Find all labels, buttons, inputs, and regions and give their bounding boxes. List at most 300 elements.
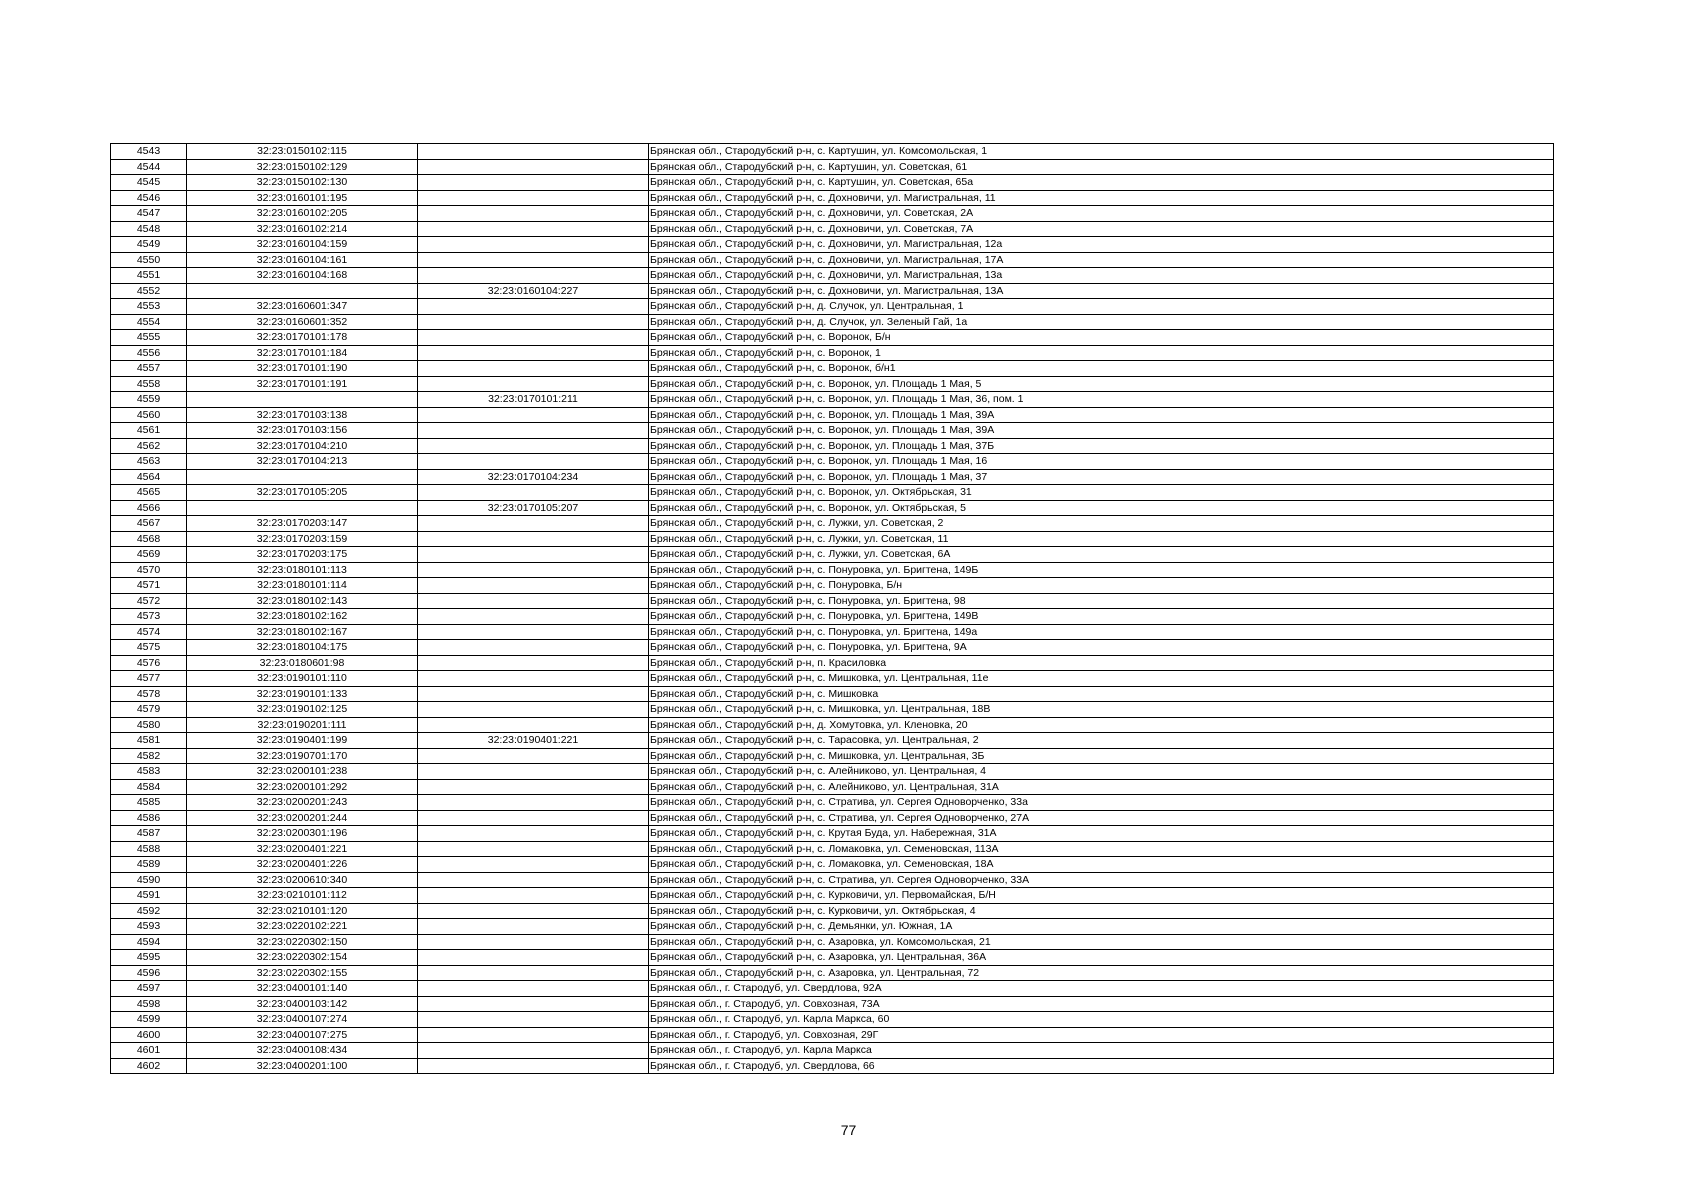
parent-cadastral-number-cell bbox=[418, 175, 649, 191]
address-cell: Брянская обл., Стародубский р-н, с. Воронок, ул. Октябрьская, 31 bbox=[649, 485, 1554, 501]
table-row bbox=[111, 965, 1554, 981]
address-cell: Брянская обл., Стародубский р-н, с. Воронок, 1 bbox=[649, 345, 1554, 361]
table-row bbox=[111, 159, 1554, 175]
address-cell: Брянская обл., г. Стародуб, ул. Карла Маркса bbox=[649, 1043, 1554, 1059]
address-cell: Брянская обл., Стародубский р-н, с. Мишковка, ул. Центральная, 11е bbox=[649, 671, 1554, 687]
table-row bbox=[111, 872, 1554, 888]
cadastral-number-cell: 32:23:0150102:115 bbox=[187, 144, 418, 160]
cadastral-number-cell: 32:23:0200301:196 bbox=[187, 826, 418, 842]
parent-cadastral-number-cell bbox=[418, 578, 649, 594]
row-number-cell: 4548 bbox=[111, 221, 187, 237]
row-number-cell: 4582 bbox=[111, 748, 187, 764]
address-cell: Брянская обл., Стародубский р-н, с. Стратива, ул. Сергея Одноворченко, 33а bbox=[649, 795, 1554, 811]
table-row bbox=[111, 361, 1554, 377]
parent-cadastral-number-cell bbox=[418, 330, 649, 346]
address-cell: Брянская обл., Стародубский р-н, с. Дохновичи, ул. Магистральная, 13а bbox=[649, 268, 1554, 284]
row-number-cell: 4586 bbox=[111, 810, 187, 826]
row-number-cell: 4592 bbox=[111, 903, 187, 919]
address-cell: Брянская обл., Стародубский р-н, с. Ломаковка, ул. Семеновская, 18А bbox=[649, 857, 1554, 873]
table-row bbox=[111, 268, 1554, 284]
table-row bbox=[111, 981, 1554, 997]
parent-cadastral-number-cell bbox=[418, 903, 649, 919]
parent-cadastral-number-cell bbox=[418, 950, 649, 966]
parent-cadastral-number-cell bbox=[418, 640, 649, 656]
table-row bbox=[111, 237, 1554, 253]
row-number-cell: 4553 bbox=[111, 299, 187, 315]
parent-cadastral-number-cell bbox=[418, 810, 649, 826]
cadastral-number-cell: 32:23:0180101:113 bbox=[187, 562, 418, 578]
address-cell: Брянская обл., Стародубский р-н, с. Дохновичи, ул. Советская, 7А bbox=[649, 221, 1554, 237]
row-number-cell: 4587 bbox=[111, 826, 187, 842]
address-cell: Брянская обл., Стародубский р-н, с. Мишковка, ул. Центральная, 3Б bbox=[649, 748, 1554, 764]
cadastral-number-cell: 32:23:0210101:120 bbox=[187, 903, 418, 919]
table-row bbox=[111, 221, 1554, 237]
row-number-cell: 4572 bbox=[111, 593, 187, 609]
parent-cadastral-number-cell bbox=[418, 857, 649, 873]
table-row bbox=[111, 345, 1554, 361]
parent-cadastral-number-cell bbox=[418, 345, 649, 361]
row-number-cell: 4556 bbox=[111, 345, 187, 361]
cadastral-number-cell: 32:23:0190102:125 bbox=[187, 702, 418, 718]
address-cell: Брянская обл., Стародубский р-н, с. Воронок, Б/н bbox=[649, 330, 1554, 346]
table-row bbox=[111, 407, 1554, 423]
cadastral-number-cell: 32:23:0200201:243 bbox=[187, 795, 418, 811]
parent-cadastral-number-cell bbox=[418, 485, 649, 501]
parent-cadastral-number-cell bbox=[418, 206, 649, 222]
table-row bbox=[111, 485, 1554, 501]
address-cell: Брянская обл., Стародубский р-н, с. Воронок, ул. Площадь 1 Мая, 16 bbox=[649, 454, 1554, 470]
cadastral-number-cell: 32:23:0200610:340 bbox=[187, 872, 418, 888]
table-row bbox=[111, 376, 1554, 392]
row-number-cell: 4576 bbox=[111, 655, 187, 671]
cadastral-number-cell: 32:23:0170103:138 bbox=[187, 407, 418, 423]
parent-cadastral-number-cell bbox=[418, 531, 649, 547]
table-row bbox=[111, 1058, 1554, 1074]
address-cell: Брянская обл., Стародубский р-н, с. Картушин, ул. Советская, 61 bbox=[649, 159, 1554, 175]
table-row bbox=[111, 640, 1554, 656]
cadastral-number-cell: 32:23:0160102:205 bbox=[187, 206, 418, 222]
parent-cadastral-number-cell bbox=[418, 237, 649, 253]
address-cell: Брянская обл., Стародубский р-н, с. Дохновичи, ул. Магистральная, 11 bbox=[649, 190, 1554, 206]
row-number-cell: 4571 bbox=[111, 578, 187, 594]
cadastral-number-cell: 32:23:0400103:142 bbox=[187, 996, 418, 1012]
address-cell: Брянская обл., г. Стародуб, ул. Совхозная, 29Г bbox=[649, 1027, 1554, 1043]
cadastral-number-cell: 32:23:0180601:98 bbox=[187, 655, 418, 671]
table-row bbox=[111, 593, 1554, 609]
table-row bbox=[111, 252, 1554, 268]
row-number-cell: 4581 bbox=[111, 733, 187, 749]
cadastral-number-cell: 32:23:0170101:184 bbox=[187, 345, 418, 361]
cadastral-number-cell: 32:23:0400108:434 bbox=[187, 1043, 418, 1059]
table-row bbox=[111, 454, 1554, 470]
table-row bbox=[111, 686, 1554, 702]
parent-cadastral-number-cell bbox=[418, 872, 649, 888]
cadastral-number-cell: 32:23:0170203:147 bbox=[187, 516, 418, 532]
address-cell: Брянская обл., Стародубский р-н, с. Дохновичи, ул. Магистральная, 13А bbox=[649, 283, 1554, 299]
parent-cadastral-number-cell bbox=[418, 516, 649, 532]
table-row bbox=[111, 516, 1554, 532]
table-row bbox=[111, 934, 1554, 950]
parent-cadastral-number-cell bbox=[418, 562, 649, 578]
row-number-cell: 4589 bbox=[111, 857, 187, 873]
address-cell: Брянская обл., Стародубский р-н, с. Воронок, ул. Площадь 1 Мая, 36, пом. 1 bbox=[649, 392, 1554, 408]
row-number-cell: 4590 bbox=[111, 872, 187, 888]
parent-cadastral-number-cell bbox=[418, 717, 649, 733]
parent-cadastral-number-cell bbox=[418, 1012, 649, 1028]
cadastral-number-cell: 32:23:0170104:210 bbox=[187, 438, 418, 454]
row-number-cell: 4597 bbox=[111, 981, 187, 997]
address-cell: Брянская обл., Стародубский р-н, с. Стратива, ул. Сергея Одноворченко, 27А bbox=[649, 810, 1554, 826]
table-row bbox=[111, 500, 1554, 516]
parent-cadastral-number-cell bbox=[418, 314, 649, 330]
parent-cadastral-number-cell bbox=[418, 702, 649, 718]
table-row bbox=[111, 996, 1554, 1012]
row-number-cell: 4545 bbox=[111, 175, 187, 191]
table-row bbox=[111, 671, 1554, 687]
row-number-cell: 4595 bbox=[111, 950, 187, 966]
cadastral-number-cell: 32:23:0210101:112 bbox=[187, 888, 418, 904]
cadastral-number-cell: 32:23:0160102:214 bbox=[187, 221, 418, 237]
cadastral-number-cell: 32:23:0400201:100 bbox=[187, 1058, 418, 1074]
cadastral-number-cell: 32:23:0190101:133 bbox=[187, 686, 418, 702]
parent-cadastral-number-cell bbox=[418, 671, 649, 687]
cadastral-number-cell: 32:23:0200101:238 bbox=[187, 764, 418, 780]
row-number-cell: 4546 bbox=[111, 190, 187, 206]
address-cell: Брянская обл., Стародубский р-н, с. Воронок, ул. Площадь 1 Мая, 37 bbox=[649, 469, 1554, 485]
row-number-cell: 4544 bbox=[111, 159, 187, 175]
table-row bbox=[111, 562, 1554, 578]
address-cell: Брянская обл., Стародубский р-н, с. Алейниково, ул. Центральная, 4 bbox=[649, 764, 1554, 780]
table-row bbox=[111, 795, 1554, 811]
row-number-cell: 4580 bbox=[111, 717, 187, 733]
table-row bbox=[111, 190, 1554, 206]
address-cell: Брянская обл., Стародубский р-н, п. Красиловка bbox=[649, 655, 1554, 671]
table-row bbox=[111, 810, 1554, 826]
row-number-cell: 4569 bbox=[111, 547, 187, 563]
cadastral-number-cell: 32:23:0200401:226 bbox=[187, 857, 418, 873]
parent-cadastral-number-cell: 32:23:0190401:221 bbox=[418, 733, 649, 749]
row-number-cell: 4594 bbox=[111, 934, 187, 950]
cadastral-number-cell: 32:23:0180101:114 bbox=[187, 578, 418, 594]
row-number-cell: 4575 bbox=[111, 640, 187, 656]
parent-cadastral-number-cell: 32:23:0170101:211 bbox=[418, 392, 649, 408]
table-row bbox=[111, 857, 1554, 873]
row-number-cell: 4602 bbox=[111, 1058, 187, 1074]
table-row bbox=[111, 748, 1554, 764]
address-cell: Брянская обл., Стародубский р-н, с. Демьянки, ул. Южная, 1А bbox=[649, 919, 1554, 935]
row-number-cell: 4565 bbox=[111, 485, 187, 501]
table-row bbox=[111, 547, 1554, 563]
table-row bbox=[111, 841, 1554, 857]
parent-cadastral-number-cell bbox=[418, 655, 649, 671]
cadastral-number-cell: 32:23:0160601:352 bbox=[187, 314, 418, 330]
address-cell: Брянская обл., Стародубский р-н, с. Воронок, ул. Площадь 1 Мая, 5 bbox=[649, 376, 1554, 392]
address-cell: Брянская обл., Стародубский р-н, с. Ломаковка, ул. Семеновская, 113А bbox=[649, 841, 1554, 857]
cadastral-number-cell: 32:23:0160104:161 bbox=[187, 252, 418, 268]
table-row bbox=[111, 392, 1554, 408]
cadastral-number-cell bbox=[187, 469, 418, 485]
cadastral-number-cell: 32:23:0200201:244 bbox=[187, 810, 418, 826]
address-cell: Брянская обл., Стародубский р-н, с. Понуровка, ул. Бригтена, 9А bbox=[649, 640, 1554, 656]
parent-cadastral-number-cell bbox=[418, 795, 649, 811]
address-cell: Брянская обл., Стародубский р-н, с. Курковичи, ул. Первомайская, Б/Н bbox=[649, 888, 1554, 904]
address-cell: Брянская обл., Стародубский р-н, с. Понуровка, ул. Бригтена, 149а bbox=[649, 624, 1554, 640]
table-row bbox=[111, 144, 1554, 160]
parent-cadastral-number-cell bbox=[418, 919, 649, 935]
row-number-cell: 4550 bbox=[111, 252, 187, 268]
parent-cadastral-number-cell bbox=[418, 221, 649, 237]
row-number-cell: 4566 bbox=[111, 500, 187, 516]
cadastral-number-cell: 32:23:0150102:129 bbox=[187, 159, 418, 175]
parent-cadastral-number-cell bbox=[418, 423, 649, 439]
parent-cadastral-number-cell bbox=[418, 454, 649, 470]
table-row bbox=[111, 779, 1554, 795]
parent-cadastral-number-cell: 32:23:0170104:234 bbox=[418, 469, 649, 485]
table-row bbox=[111, 423, 1554, 439]
table-row bbox=[111, 299, 1554, 315]
row-number-cell: 4596 bbox=[111, 965, 187, 981]
cadastral-number-cell: 32:23:0180102:143 bbox=[187, 593, 418, 609]
address-cell: Брянская обл., Стародубский р-н, д. Случок, ул. Зеленый Гай, 1а bbox=[649, 314, 1554, 330]
row-number-cell: 4564 bbox=[111, 469, 187, 485]
parent-cadastral-number-cell bbox=[418, 299, 649, 315]
cadastral-number-cell: 32:23:0190201:111 bbox=[187, 717, 418, 733]
address-cell: Брянская обл., Стародубский р-н, с. Курковичи, ул. Октябрьская, 4 bbox=[649, 903, 1554, 919]
table-row bbox=[111, 206, 1554, 222]
cadastral-number-cell: 32:23:0180102:162 bbox=[187, 609, 418, 625]
address-cell: Брянская обл., Стародубский р-н, с. Воронок, ул. Площадь 1 Мая, 39А bbox=[649, 407, 1554, 423]
cadastral-number-cell bbox=[187, 283, 418, 299]
row-number-cell: 4570 bbox=[111, 562, 187, 578]
parent-cadastral-number-cell bbox=[418, 593, 649, 609]
parent-cadastral-number-cell bbox=[418, 965, 649, 981]
address-cell: Брянская обл., Стародубский р-н, с. Мишковка bbox=[649, 686, 1554, 702]
cadastral-number-cell: 32:23:0170101:178 bbox=[187, 330, 418, 346]
parent-cadastral-number-cell: 32:23:0170105:207 bbox=[418, 500, 649, 516]
row-number-cell: 4600 bbox=[111, 1027, 187, 1043]
cadastral-number-cell: 32:23:0170105:205 bbox=[187, 485, 418, 501]
parent-cadastral-number-cell bbox=[418, 686, 649, 702]
row-number-cell: 4560 bbox=[111, 407, 187, 423]
parent-cadastral-number-cell bbox=[418, 934, 649, 950]
cadastral-number-cell: 32:23:0220302:154 bbox=[187, 950, 418, 966]
row-number-cell: 4584 bbox=[111, 779, 187, 795]
parent-cadastral-number-cell bbox=[418, 981, 649, 997]
address-cell: Брянская обл., Стародубский р-н, с. Дохновичи, ул. Советская, 2А bbox=[649, 206, 1554, 222]
cadastral-number-cell: 32:23:0170103:156 bbox=[187, 423, 418, 439]
table-row bbox=[111, 919, 1554, 935]
parent-cadastral-number-cell bbox=[418, 1043, 649, 1059]
table-row bbox=[111, 578, 1554, 594]
row-number-cell: 4557 bbox=[111, 361, 187, 377]
address-cell: Брянская обл., Стародубский р-н, с. Воронок, б/н1 bbox=[649, 361, 1554, 377]
parent-cadastral-number-cell bbox=[418, 268, 649, 284]
row-number-cell: 4559 bbox=[111, 392, 187, 408]
address-cell: Брянская обл., Стародубский р-н, с. Понуровка, ул. Бригтена, 149В bbox=[649, 609, 1554, 625]
address-cell: Брянская обл., г. Стародуб, ул. Совхозная, 73А bbox=[649, 996, 1554, 1012]
cadastral-number-cell: 32:23:0170101:191 bbox=[187, 376, 418, 392]
cadastral-number-cell: 32:23:0200101:292 bbox=[187, 779, 418, 795]
address-cell: Брянская обл., Стародубский р-н, с. Тарасовка, ул. Центральная, 2 bbox=[649, 733, 1554, 749]
parent-cadastral-number-cell bbox=[418, 407, 649, 423]
parent-cadastral-number-cell bbox=[418, 547, 649, 563]
table-row bbox=[111, 438, 1554, 454]
cadastral-number-cell: 32:23:0160104:159 bbox=[187, 237, 418, 253]
cadastral-number-cell: 32:23:0400107:275 bbox=[187, 1027, 418, 1043]
table-row bbox=[111, 950, 1554, 966]
cadastral-number-cell: 32:23:0160601:347 bbox=[187, 299, 418, 315]
cadastral-number-cell: 32:23:0400107:274 bbox=[187, 1012, 418, 1028]
cadastral-number-cell bbox=[187, 392, 418, 408]
table-row bbox=[111, 764, 1554, 780]
parent-cadastral-number-cell bbox=[418, 748, 649, 764]
parent-cadastral-number-cell bbox=[418, 144, 649, 160]
parent-cadastral-number-cell bbox=[418, 996, 649, 1012]
parent-cadastral-number-cell bbox=[418, 1027, 649, 1043]
row-number-cell: 4593 bbox=[111, 919, 187, 935]
cadastral-number-cell bbox=[187, 500, 418, 516]
row-number-cell: 4558 bbox=[111, 376, 187, 392]
parent-cadastral-number-cell: 32:23:0160104:227 bbox=[418, 283, 649, 299]
row-number-cell: 4577 bbox=[111, 671, 187, 687]
address-cell: Брянская обл., г. Стародуб, ул. Свердлова, 66 bbox=[649, 1058, 1554, 1074]
table-row bbox=[111, 903, 1554, 919]
cadastral-number-cell: 32:23:0220102:221 bbox=[187, 919, 418, 935]
address-cell: Брянская обл., Стародубский р-н, с. Азаровка, ул. Центральная, 72 bbox=[649, 965, 1554, 981]
cadastral-number-cell: 32:23:0160101:195 bbox=[187, 190, 418, 206]
table-row bbox=[111, 609, 1554, 625]
table-row bbox=[111, 717, 1554, 733]
cadastral-number-cell: 32:23:0170203:175 bbox=[187, 547, 418, 563]
registry-table bbox=[110, 143, 1554, 1074]
table-row bbox=[111, 1012, 1554, 1028]
cadastral-number-cell: 32:23:0170104:213 bbox=[187, 454, 418, 470]
row-number-cell: 4578 bbox=[111, 686, 187, 702]
table-row bbox=[111, 330, 1554, 346]
cadastral-number-cell: 32:23:0200401:221 bbox=[187, 841, 418, 857]
row-number-cell: 4549 bbox=[111, 237, 187, 253]
row-number-cell: 4574 bbox=[111, 624, 187, 640]
parent-cadastral-number-cell bbox=[418, 190, 649, 206]
parent-cadastral-number-cell bbox=[418, 438, 649, 454]
registry-table-body bbox=[111, 144, 1554, 1074]
address-cell: Брянская обл., Стародубский р-н, с. Понуровка, ул. Бригтена, 149Б bbox=[649, 562, 1554, 578]
row-number-cell: 4588 bbox=[111, 841, 187, 857]
address-cell: Брянская обл., Стародубский р-н, с. Азаровка, ул. Центральная, 36А bbox=[649, 950, 1554, 966]
row-number-cell: 4573 bbox=[111, 609, 187, 625]
row-number-cell: 4599 bbox=[111, 1012, 187, 1028]
parent-cadastral-number-cell bbox=[418, 764, 649, 780]
table-row bbox=[111, 1027, 1554, 1043]
table-row bbox=[111, 702, 1554, 718]
cadastral-number-cell: 32:23:0190701:170 bbox=[187, 748, 418, 764]
address-cell: Брянская обл., Стародубский р-н, с. Азаровка, ул. Комсомольская, 21 bbox=[649, 934, 1554, 950]
cadastral-number-cell: 32:23:0170101:190 bbox=[187, 361, 418, 377]
row-number-cell: 4554 bbox=[111, 314, 187, 330]
row-number-cell: 4551 bbox=[111, 268, 187, 284]
address-cell: Брянская обл., Стародубский р-н, д. Случок, ул. Центральная, 1 bbox=[649, 299, 1554, 315]
table-row bbox=[111, 314, 1554, 330]
table-row bbox=[111, 1043, 1554, 1059]
address-cell: Брянская обл., Стародубский р-н, с. Дохновичи, ул. Магистральная, 17А bbox=[649, 252, 1554, 268]
address-cell: Брянская обл., Стародубский р-н, с. Лужки, ул. Советская, 6А bbox=[649, 547, 1554, 563]
address-cell: Брянская обл., Стародубский р-н, с. Понуровка, Б/н bbox=[649, 578, 1554, 594]
row-number-cell: 4583 bbox=[111, 764, 187, 780]
cadastral-number-cell: 32:23:0190101:110 bbox=[187, 671, 418, 687]
cadastral-number-cell: 32:23:0180102:167 bbox=[187, 624, 418, 640]
table-row bbox=[111, 888, 1554, 904]
table-row bbox=[111, 733, 1554, 749]
address-cell: Брянская обл., Стародубский р-н, с. Воронок, ул. Площадь 1 Мая, 37Б bbox=[649, 438, 1554, 454]
row-number-cell: 4567 bbox=[111, 516, 187, 532]
cadastral-number-cell: 32:23:0190401:199 bbox=[187, 733, 418, 749]
parent-cadastral-number-cell bbox=[418, 624, 649, 640]
row-number-cell: 4561 bbox=[111, 423, 187, 439]
cadastral-number-cell: 32:23:0170203:159 bbox=[187, 531, 418, 547]
address-cell: Брянская обл., Стародубский р-н, с. Воронок, ул. Площадь 1 Мая, 39А bbox=[649, 423, 1554, 439]
cadastral-number-cell: 32:23:0400101:140 bbox=[187, 981, 418, 997]
address-cell: Брянская обл., г. Стародуб, ул. Карла Маркса, 60 bbox=[649, 1012, 1554, 1028]
row-number-cell: 4562 bbox=[111, 438, 187, 454]
parent-cadastral-number-cell bbox=[418, 361, 649, 377]
parent-cadastral-number-cell bbox=[418, 779, 649, 795]
page-number: 77 bbox=[840, 1122, 857, 1138]
address-cell: Брянская обл., Стародубский р-н, с. Картушин, ул. Советская, 65а bbox=[649, 175, 1554, 191]
row-number-cell: 4591 bbox=[111, 888, 187, 904]
row-number-cell: 4563 bbox=[111, 454, 187, 470]
row-number-cell: 4555 bbox=[111, 330, 187, 346]
table-row bbox=[111, 655, 1554, 671]
table-row bbox=[111, 826, 1554, 842]
row-number-cell: 4579 bbox=[111, 702, 187, 718]
address-cell: Брянская обл., Стародубский р-н, д. Хомутовка, ул. Кленовка, 20 bbox=[649, 717, 1554, 733]
address-cell: Брянская обл., Стародубский р-н, с. Алейниково, ул. Центральная, 31А bbox=[649, 779, 1554, 795]
address-cell: Брянская обл., Стародубский р-н, с. Понуровка, ул. Бригтена, 98 bbox=[649, 593, 1554, 609]
address-cell: Брянская обл., Стародубский р-н, с. Стратива, ул. Сергея Одноворченко, 33А bbox=[649, 872, 1554, 888]
cadastral-number-cell: 32:23:0150102:130 bbox=[187, 175, 418, 191]
parent-cadastral-number-cell bbox=[418, 159, 649, 175]
parent-cadastral-number-cell bbox=[418, 609, 649, 625]
parent-cadastral-number-cell bbox=[418, 376, 649, 392]
parent-cadastral-number-cell bbox=[418, 1058, 649, 1074]
cadastral-number-cell: 32:23:0220302:155 bbox=[187, 965, 418, 981]
row-number-cell: 4601 bbox=[111, 1043, 187, 1059]
row-number-cell: 4598 bbox=[111, 996, 187, 1012]
row-number-cell: 4585 bbox=[111, 795, 187, 811]
address-cell: Брянская обл., Стародубский р-н, с. Лужки, ул. Советская, 11 bbox=[649, 531, 1554, 547]
cadastral-number-cell: 32:23:0160104:168 bbox=[187, 268, 418, 284]
parent-cadastral-number-cell bbox=[418, 841, 649, 857]
address-cell: Брянская обл., Стародубский р-н, с. Крутая Буда, ул. Набережная, 31А bbox=[649, 826, 1554, 842]
address-cell: Брянская обл., Стародубский р-н, с. Лужки, ул. Советская, 2 bbox=[649, 516, 1554, 532]
address-cell: Брянская обл., Стародубский р-н, с. Картушин, ул. Комсомольская, 1 bbox=[649, 144, 1554, 160]
address-cell: Брянская обл., Стародубский р-н, с. Воронок, ул. Октябрьская, 5 bbox=[649, 500, 1554, 516]
table-row bbox=[111, 175, 1554, 191]
table-row bbox=[111, 624, 1554, 640]
cadastral-number-cell: 32:23:0180104:175 bbox=[187, 640, 418, 656]
table-row bbox=[111, 531, 1554, 547]
cadastral-number-cell: 32:23:0220302:150 bbox=[187, 934, 418, 950]
row-number-cell: 4547 bbox=[111, 206, 187, 222]
parent-cadastral-number-cell bbox=[418, 252, 649, 268]
address-cell: Брянская обл., г. Стародуб, ул. Свердлова, 92А bbox=[649, 981, 1554, 997]
table-row bbox=[111, 469, 1554, 485]
address-cell: Брянская обл., Стародубский р-н, с. Дохновичи, ул. Магистральная, 12а bbox=[649, 237, 1554, 253]
table-row bbox=[111, 283, 1554, 299]
parent-cadastral-number-cell bbox=[418, 888, 649, 904]
address-cell: Брянская обл., Стародубский р-н, с. Мишковка, ул. Центральная, 18В bbox=[649, 702, 1554, 718]
row-number-cell: 4543 bbox=[111, 144, 187, 160]
